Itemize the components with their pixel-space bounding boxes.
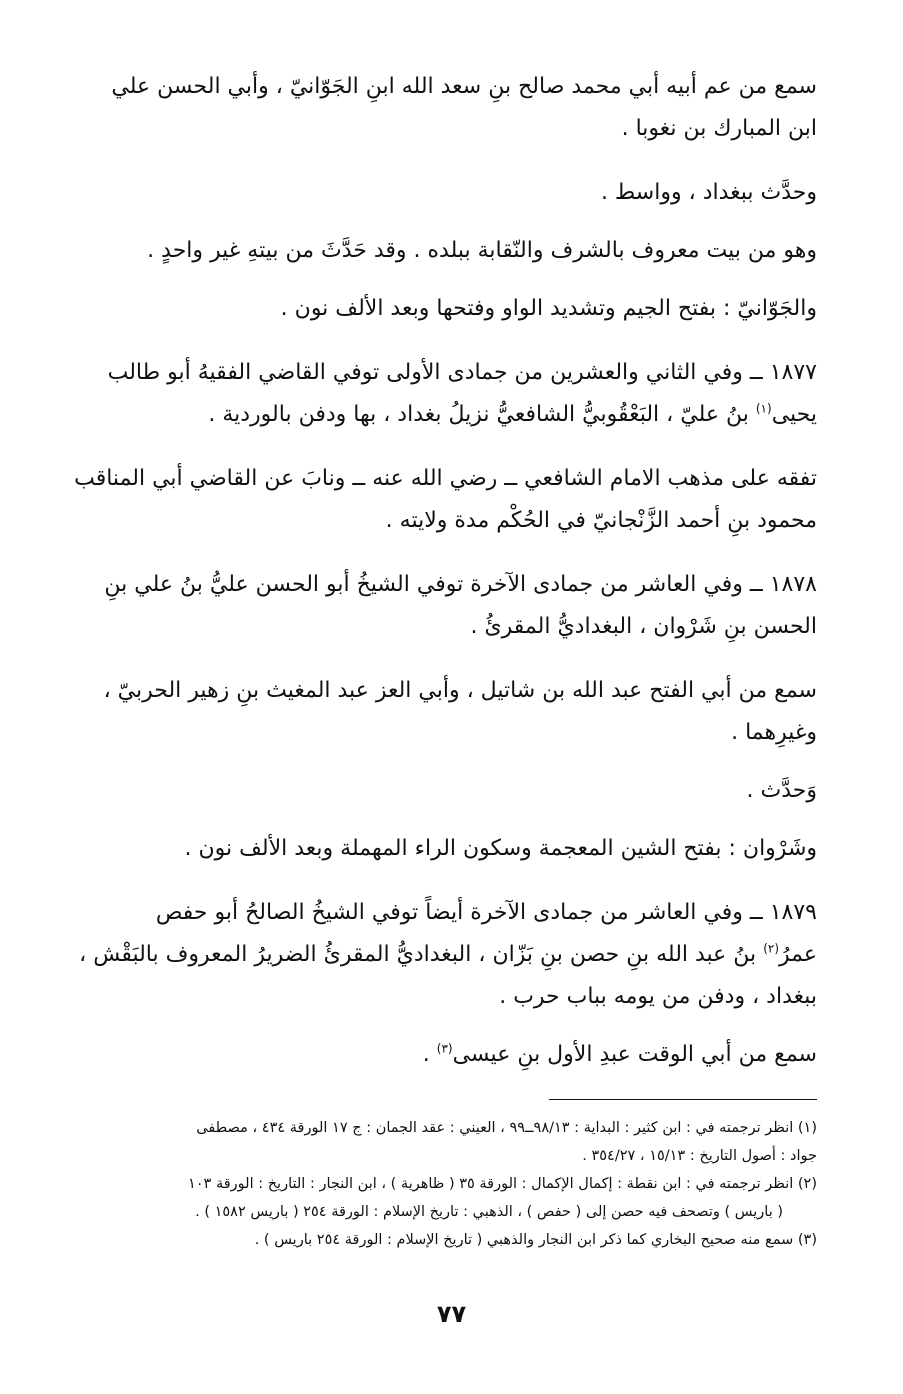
text-line: ١٨٧٧ ــ وفي الثاني والعشرين من جمادى الأولى توفي القاضي الفقيهُ أبو طالب — [107, 360, 817, 385]
footnotes — [57, 1114, 817, 1254]
text-line: ببغداد ، ودفن من يومه بباب حرب . — [499, 984, 817, 1009]
paragraph-sharwan-note: وشَرْوان : بفتح الشين المعجمة وسكون الراء المهملة وبعد الألف نون . — [184, 836, 817, 861]
entry-1877 — [57, 352, 817, 436]
paragraph-heard-from — [57, 66, 817, 150]
text-line: بنُ عليّ ، البَعْقُوبيُّ الشافعيُّ نزيلُ بغداد ، بها ودفن بالوردية . — [208, 402, 749, 427]
footnote-ref-3: (٣) — [436, 1041, 453, 1056]
footnote-2-continued: ( باريس ) وتصحف فيه حصن إلى ( حفص ) ، الذهبي : تاريخ الإسلام : الورقة ٢٥٤ ( باريس ١٥٨٢ ) . — [195, 1204, 783, 1220]
paragraph-heard-from-3 — [57, 1034, 817, 1076]
text-line: بنُ عبد الله بنِ حصن بنِ بَزّان ، البغداديُّ المقرئُ الضريرُ المعروف بالبَقْش ، — [79, 942, 757, 967]
text-line: ١٨٧٨ ــ وفي العاشر من جمادى الآخرة توفي الشيخُ أبو الحسن عليُّ بنُ علي بنِ — [104, 572, 817, 597]
footnote-ref-1: (١) — [755, 401, 772, 416]
footnote-1: (١) انظر ترجمته في : ابن كثير : البداية : ٩٨/١٣ــ٩٩ ، العيني : عقد الجمان : ج ١٧ الورقة ٤٣٤ ، مصطفى — [196, 1120, 817, 1136]
text-line: تفقه على مذهب الامام الشافعي ــ رضي الله عنه ــ ونابَ عن القاضي أبي المناقب — [74, 466, 817, 491]
text-line: عمرُ — [779, 942, 817, 967]
text-line: سمع من أبي الفتح عبد الله بن شاتيل ، وأبي العز عبد المغيث بنِ زهير الحربيّ ، — [103, 678, 817, 703]
footnote-3: (٣) سمع منه صحيح البخاري كما ذكر ابن النجار والذهبي ( تاريخ الإسلام : الورقة ٢٥٤ باريس ) . — [254, 1232, 817, 1248]
footnote-divider — [549, 1099, 817, 1100]
entry-1878 — [57, 564, 817, 648]
text-line: محمود بنِ أحمد الزَّنْجانيّ في الحُكْم مدة ولايته . — [385, 508, 817, 533]
text-line: سمع من أبي الوقت عبدِ الأول بنِ عيسى — [452, 1042, 817, 1067]
footnote-1-continued: جواد : أصول التاريخ : ١٥/١٣ ، ٣٥٤/٢٧ . — [582, 1148, 817, 1164]
paragraph-jawwani-note: والجَوّانيّ : بفتح الجيم وتشديد الواو وفتحها وبعد الألف نون . — [280, 296, 817, 321]
text-line: وغيرِهما . — [731, 720, 817, 745]
text-line: ١٨٧٩ ــ وفي العاشر من جمادى الآخرة أيضاً توفي الشيخُ الصالحُ أبو حفص — [155, 900, 817, 925]
entry-1879 — [57, 892, 817, 1018]
paragraph-heard-from-2 — [57, 670, 817, 754]
text-line: سمع من عم أبيه أبي محمد صالح بنِ سعد الله ابنِ الجَوّانيّ ، وأبي الحسن علي — [111, 74, 817, 99]
text-line: الحسن بنِ شَرْوان ، البغداديُّ المقرئُ . — [470, 614, 817, 639]
paragraph-fiqh — [57, 458, 817, 542]
paragraph-narrated-2: وَحدَّث . — [746, 778, 817, 803]
text-line: . — [422, 1042, 430, 1067]
text-line: ابن المبارك بن نغوبا . — [621, 116, 817, 141]
text-line: يحيى — [771, 402, 817, 427]
paragraph-family: وهو من بيت معروف بالشرف والنّقابة ببلده . وقد حَدَّثَ من بيتهِ غير واحدٍ . — [147, 238, 817, 263]
page-number: ٧٧ — [436, 1300, 467, 1328]
paragraph-narrated: وحدَّث ببغداد ، وواسط . — [600, 180, 817, 205]
page-body — [57, 66, 817, 1076]
footnote-2: (٢) انظر ترجمته في : ابن نقطة : إكمال الإكمال : الورقة ٣٥ ( ظاهرية ) ، ابن النجار : التاريخ : الورقة ١٠٣ — [187, 1176, 817, 1192]
footnote-ref-2: (٢) — [763, 941, 780, 956]
